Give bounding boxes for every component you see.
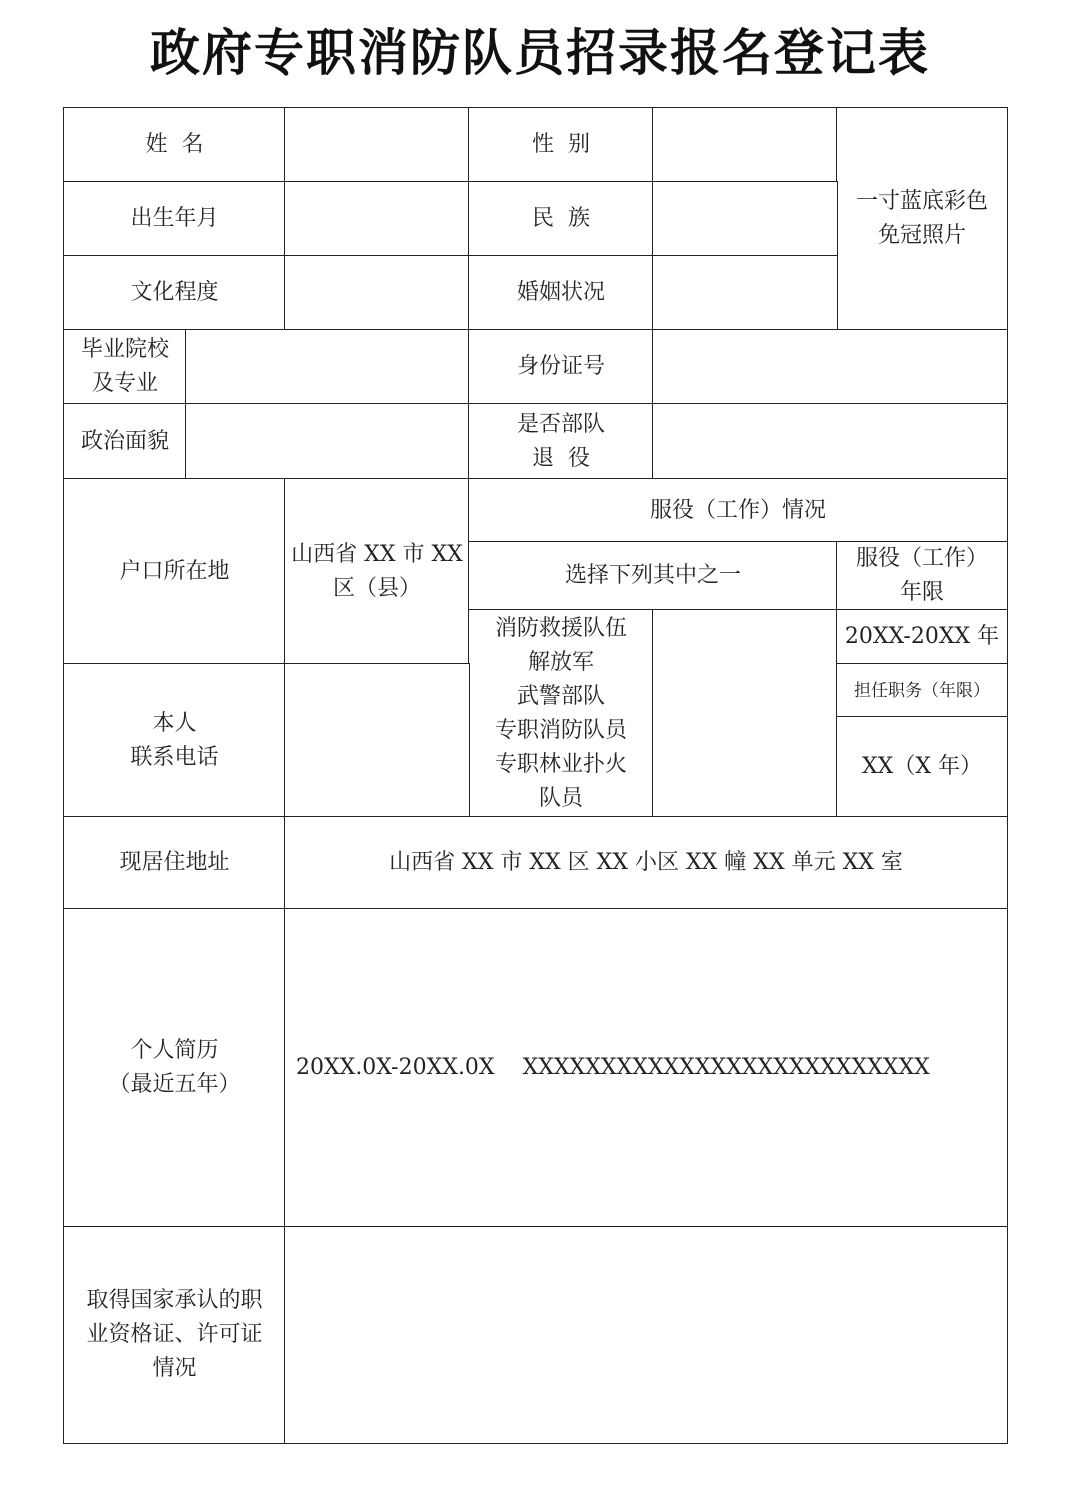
phone-field[interactable]: [284, 663, 470, 818]
address-value[interactable]: 山西省 XX 市 XX 区 XX 小区 XX 幢 XX 单元 XX 室: [284, 816, 1008, 910]
birth-label: 出生年月: [63, 181, 286, 257]
photo-placeholder[interactable]: 一寸蓝底彩色 免冠照片: [836, 107, 1008, 331]
birth-field[interactable]: [284, 181, 470, 257]
veteran-field[interactable]: [652, 403, 1008, 480]
resume-label: 个人简历 （最近五年）: [63, 908, 286, 1228]
phone-label: 本人 联系电话: [63, 663, 286, 818]
political-label: 政治面貌: [63, 403, 187, 480]
service-years-header: 服役（工作） 年限: [836, 541, 1008, 611]
service-header: 服役（工作）情况: [468, 478, 1008, 543]
hukou-value[interactable]: 山西省 XX 市 XX 区（县）: [284, 478, 470, 665]
position-label: 担任职务（年限）: [836, 663, 1008, 718]
unit-options: 消防救援队伍 解放军 武警部队 专职消防队员 专职林业扑火 队员: [468, 609, 654, 818]
name-label: 姓 名: [63, 107, 286, 182]
form-title: 政府专职消防队员招录报名登记表: [150, 23, 930, 82]
unit-selection-field[interactable]: [652, 609, 838, 818]
hukou-label: 户口所在地: [63, 478, 286, 665]
gender-field[interactable]: [652, 107, 838, 182]
position-value[interactable]: XX（X 年）: [836, 716, 1008, 818]
political-field[interactable]: [185, 403, 470, 480]
choose-header: 选择下列其中之一: [468, 541, 838, 611]
resume-value[interactable]: 20XX.0X-20XX.0X XXXXXXXXXXXXXXXXXXXXXXXXXX: [284, 908, 1008, 1228]
education-label: 文化程度: [63, 255, 286, 331]
gender-label: 性 别: [468, 107, 654, 182]
ethnicity-field[interactable]: [652, 181, 838, 257]
school-label: 毕业院校 及专业: [63, 329, 187, 405]
marital-label: 婚姻状况: [468, 255, 654, 331]
veteran-label: 是否部队 退 役: [468, 403, 654, 480]
education-field[interactable]: [284, 255, 470, 331]
school-field[interactable]: [185, 329, 470, 405]
id-number-field[interactable]: [652, 329, 1008, 405]
ethnicity-label: 民 族: [468, 181, 654, 257]
name-field[interactable]: [284, 107, 470, 182]
id-number-label: 身份证号: [468, 329, 654, 405]
address-label: 现居住地址: [63, 816, 286, 910]
marital-field[interactable]: [652, 255, 838, 331]
service-years-value[interactable]: 20XX-20XX 年: [836, 609, 1008, 665]
certificates-field[interactable]: [284, 1226, 1008, 1444]
certificates-label: 取得国家承认的职 业资格证、许可证 情况: [63, 1226, 286, 1444]
